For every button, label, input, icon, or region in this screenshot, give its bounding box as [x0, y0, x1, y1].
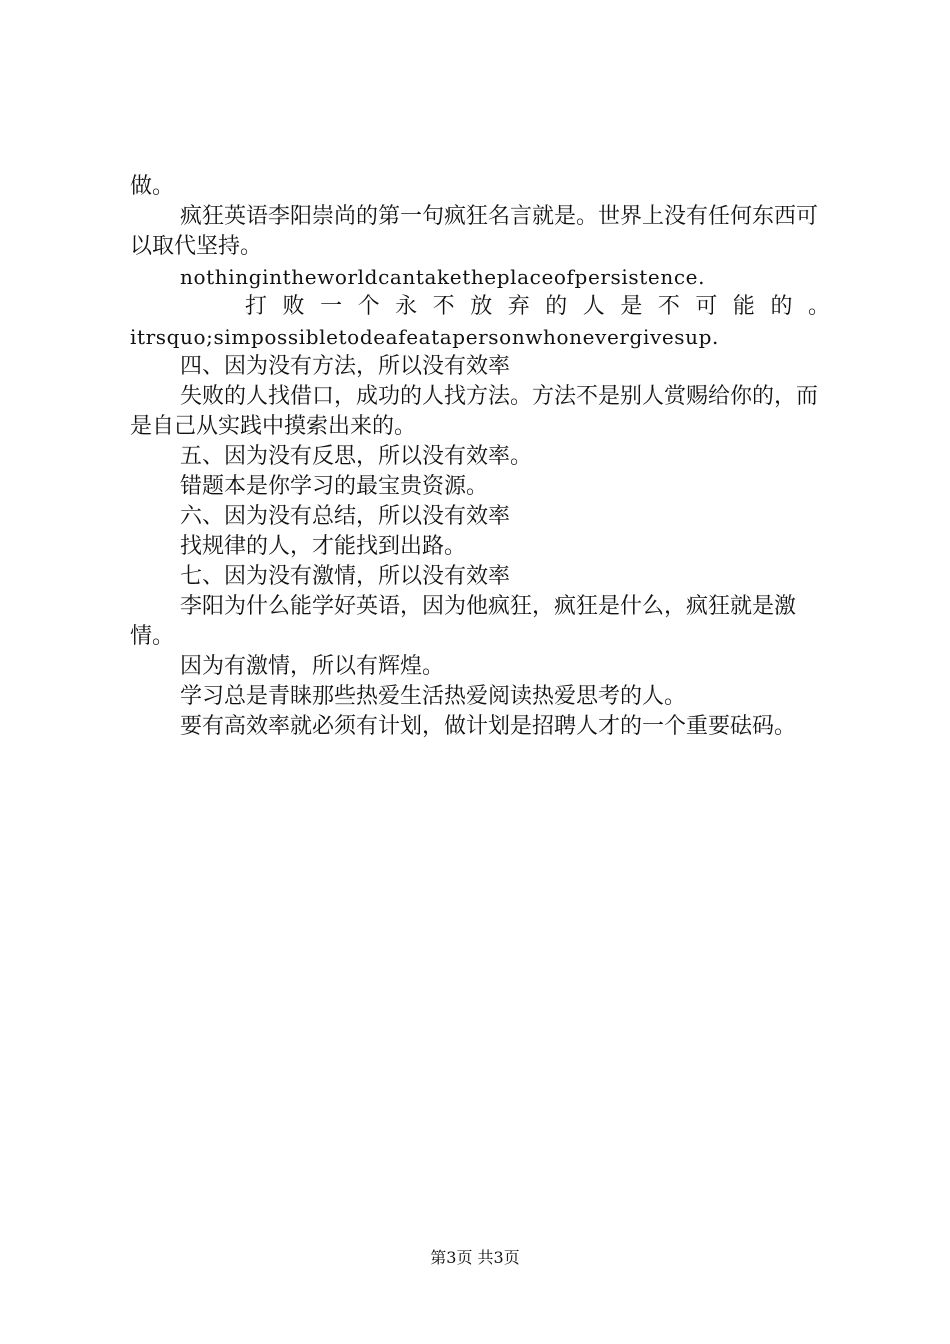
- paragraph: 李阳为什么能学好英语，因为他疯狂，疯狂是什么，疯狂就是激情。: [130, 594, 797, 649]
- paragraph: 失败的人找借口，成功的人找方法。方法不是别人赏赐给你的，而是自己从实践中摸索出来的。: [130, 384, 819, 439]
- text-line-spaced: 打败一个永不放弃的人是不可能的。: [245, 294, 830, 319]
- document-body: [130, 172, 830, 742]
- paragraph: 疯狂英语李阳崇尚的第一句疯狂名言就是。世界上没有任何东西可以取代坚持。: [130, 204, 819, 259]
- english-quote: itrsquo;simpossibletodeafeatapersonwhonevergivesup.: [130, 325, 719, 349]
- paragraph: 找规律的人，才能找到出路。: [180, 534, 467, 559]
- section-heading: 七、因为没有激情，所以没有效率: [180, 564, 511, 589]
- section-heading: 四、因为没有方法，所以没有效率: [180, 354, 511, 379]
- page-footer: 第3页 共3页: [430, 1248, 520, 1267]
- english-quote: nothingintheworldcantaketheplaceofpersistence.: [180, 265, 706, 289]
- paragraph: 要有高效率就必须有计划，做计划是招聘人才的一个重要砝码。: [180, 714, 797, 739]
- paragraph: 学习总是青睐那些热爱生活热爱阅读热爱思考的人。: [180, 684, 687, 709]
- paragraph: 因为有激情，所以有辉煌。: [180, 654, 445, 679]
- paragraph: 错题本是你学习的最宝贵资源。: [180, 474, 489, 499]
- section-heading: 五、因为没有反思，所以没有效率。: [180, 444, 533, 469]
- text-line: 做。: [130, 174, 175, 199]
- section-heading: 六、因为没有总结，所以没有效率: [180, 504, 511, 529]
